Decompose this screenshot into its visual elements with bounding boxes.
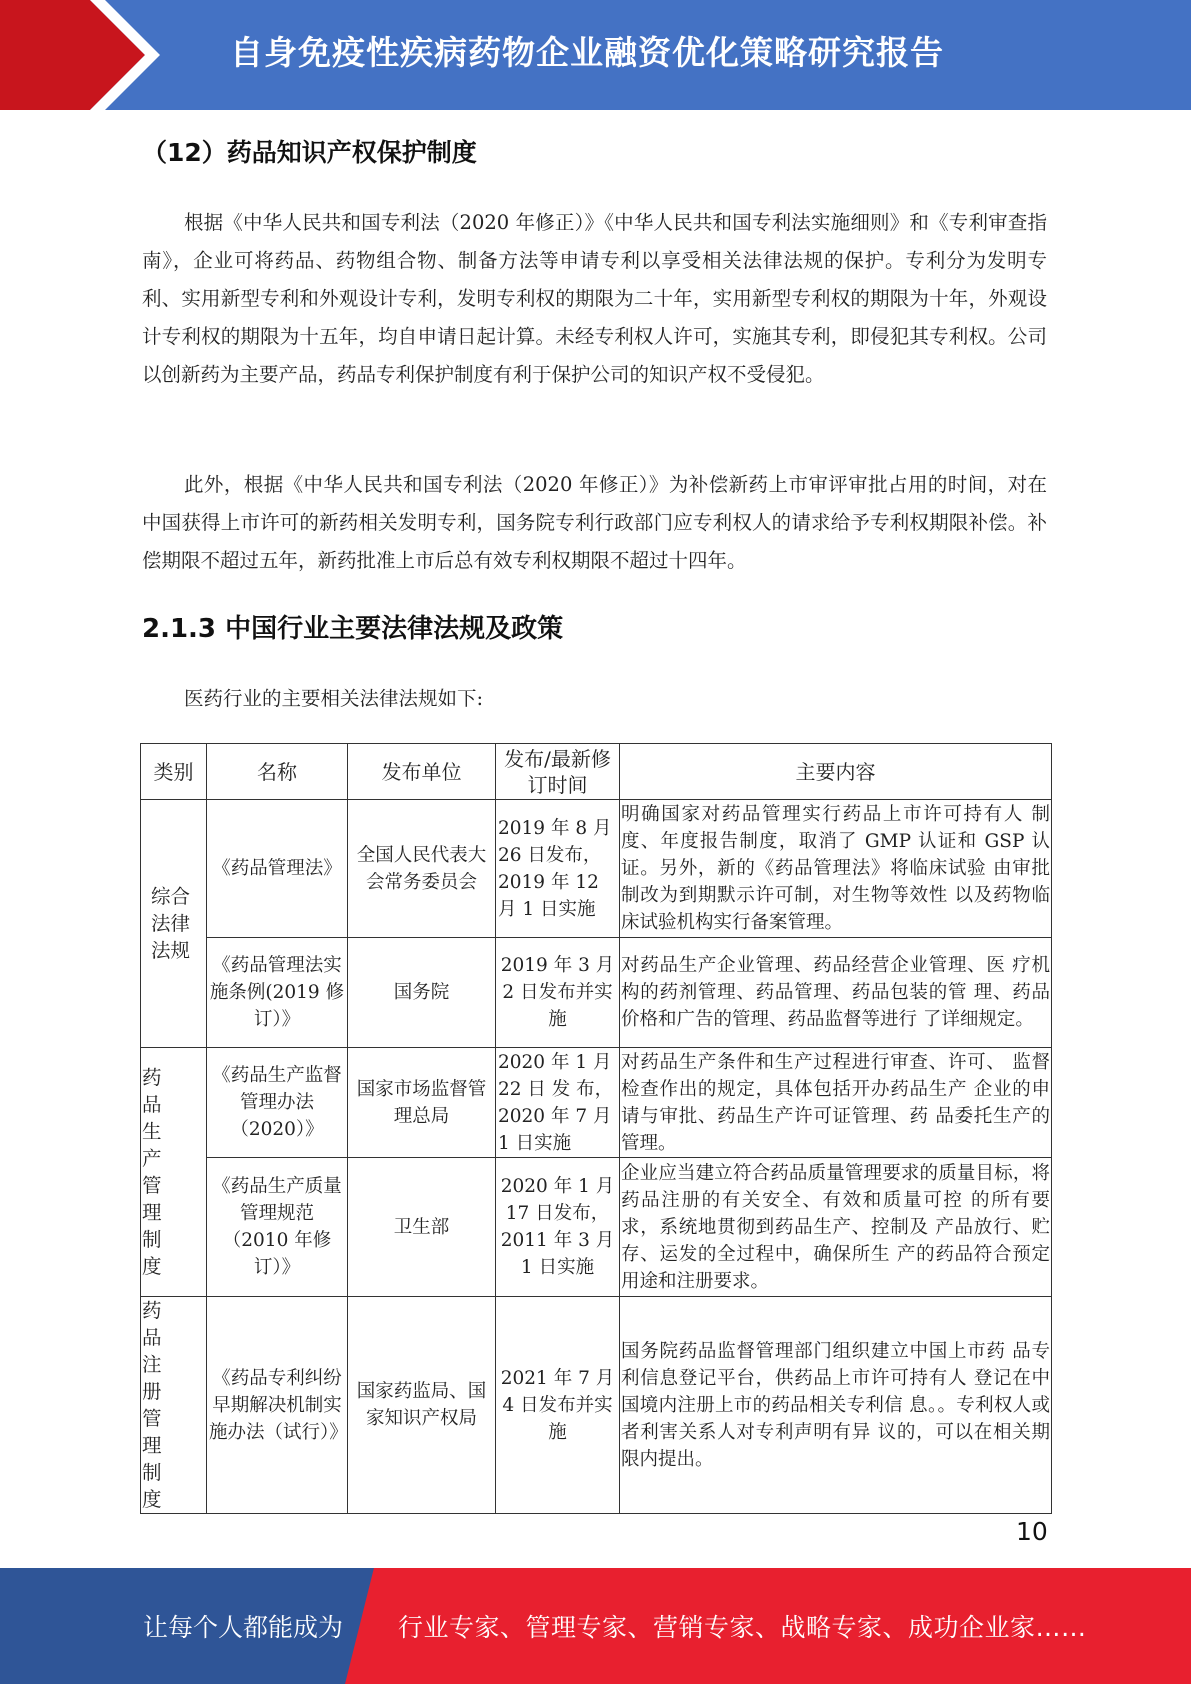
paragraph-patent-compensation: 此外，根据《中华人民共和国专利法（2020 年修正）》为补偿新药上市审评审批占用的时间，对在中国获得上市许可的新药相关发明专利，国务院专利行政部门应专利权人的请求给予专利权期限补偿。补偿期限不超过五年，新药批准上市后总有效专利权期限不超过十四年。 bbox=[142, 473, 1047, 572]
page-number: 10 bbox=[1016, 1517, 1048, 1546]
header-content: 主要内容 bbox=[620, 744, 1052, 800]
category-cell: 综合法律法规 bbox=[141, 800, 207, 1048]
table-intro: 医药行业的主要相关法律法规如下: bbox=[184, 687, 484, 710]
date-cell: 2020 年 1 月 22 日 发 布，2020 年 7 月 1 日实施 bbox=[496, 1048, 620, 1158]
content-cell: 明确国家对药品管理实行药品上市许可持有人 制度、年度报告制度，取消了 GMP 认证和 GSP 认证。另外，新的《药品管理法》将临床试验 由审批制改为到期默示许可制，对生物等效性 以及药物临床试验机构实行备案管理。 bbox=[620, 800, 1052, 938]
issuer-cell: 卫生部 bbox=[348, 1158, 496, 1297]
header-banner bbox=[0, 0, 1191, 110]
date-cell: 2019 年 3 月 2 日发布并实施 bbox=[496, 938, 620, 1048]
footer-banner bbox=[0, 1568, 1191, 1684]
paragraph-patent-law: 根据《中华人民共和国专利法（2020 年修正）》《中华人民共和国专利法实施细则》和《专利审查指南》，企业可将药品、药物组合物、制备方法等申请专利以享受相关法律法规的保护。专利分为发明专利、实用新型专利和外观设计专利，发明专利权的期限为二十年，实用新型专利权的期限为十年，外观设计专利权的期限为十五年，均自申请日起计算。未经专利权人许可，实施其专利，即侵犯其专利权。公司以创新药为主要产品，药品专利保护制度有利于保护公司的知识产权不受侵犯。 bbox=[142, 211, 1047, 386]
category-cell: 药品生产管理制度 bbox=[141, 1048, 207, 1297]
table-row bbox=[141, 800, 1052, 938]
regulations-table bbox=[140, 743, 1052, 1514]
header-date: 发布/最新修订时间 bbox=[496, 744, 620, 800]
header-name: 名称 bbox=[207, 744, 348, 800]
date-cell: 2021 年 7 月 4 日发布并实施 bbox=[496, 1297, 620, 1514]
header-chevron-shape bbox=[0, 0, 160, 110]
table-row bbox=[141, 938, 1052, 1048]
footer-slogan-left: 让每个人都能成为 bbox=[143, 1613, 344, 1642]
table-row bbox=[141, 1297, 1052, 1514]
law-name-cell: 《药品管理法实施条例(2019 修订）》 bbox=[207, 938, 348, 1048]
issuer-cell: 国务院 bbox=[348, 938, 496, 1048]
header-category: 类别 bbox=[141, 744, 207, 800]
subsection-heading: 2.1.3 中国行业主要法律法规及政策 bbox=[142, 614, 564, 644]
law-name-cell: 《药品专利纠纷早期解决机制实施办法（试行）》 bbox=[207, 1297, 348, 1514]
date-cell: 2019 年 8 月 26 日发布，2019 年 12 月 1 日实施 bbox=[496, 800, 620, 938]
issuer-cell: 国家药监局、国家知识产权局 bbox=[348, 1297, 496, 1514]
law-name-cell: 《药品管理法》 bbox=[207, 800, 348, 938]
law-name-cell: 《药品生产监督管理办法（2020）》 bbox=[207, 1048, 348, 1158]
content-cell: 对药品生产企业管理、药品经营企业管理、医 疗机构的药剂管理、药品管理、药品包装的管 理、药品价格和广告的管理、药品监督等进行 了详细规定。 bbox=[620, 938, 1052, 1048]
content-cell: 国务院药品监督管理部门组织建立中国上市药 品专利信息登记平台，供药品上市许可持有人 登记在中国境内注册上市的药品相关专利信 息。。专利权人或者利害关系人对专利声明有异 议的，可以在相关期限内提出。 bbox=[620, 1297, 1052, 1514]
table-header-row bbox=[141, 744, 1052, 800]
law-name-cell: 《药品生产质量管理规范（2010 年修订）》 bbox=[207, 1158, 348, 1297]
category-cell: 药品注册管理制度 bbox=[141, 1297, 207, 1514]
issuer-cell: 国家市场监督管理总局 bbox=[348, 1048, 496, 1158]
table-row bbox=[141, 1048, 1052, 1158]
table-row bbox=[141, 1158, 1052, 1297]
footer-slogan-right: 行业专家、管理专家、营销专家、战略专家、成功企业家…… bbox=[398, 1613, 1087, 1642]
section-heading: （12）药品知识产权保护制度 bbox=[142, 138, 477, 167]
content-cell: 对药品生产条件和生产过程进行审查、许可、 监督检查作出的规定，具体包括开办药品生产 企业的申请与审批、药品生产许可证管理、药 品委托生产的管理。 bbox=[620, 1048, 1052, 1158]
report-title: 自身免疫性疾病药物企业融资优化策略研究报告 bbox=[230, 33, 944, 72]
header-issuer: 发布单位 bbox=[348, 744, 496, 800]
content-cell: 企业应当建立符合药品质量管理要求的质量目标，将药品注册的有关安全、有效和质量可控 的所有要求，系统地贯彻到药品生产、控制及 产品放行、贮存、运发的全过程中，确保所生 产的药品符合预定用途和注册要求。 bbox=[620, 1158, 1052, 1297]
issuer-cell: 全国人民代表大会常务委员会 bbox=[348, 800, 496, 938]
date-cell: 2020 年 1 月 17 日发布，2011 年 3 月 1 日实施 bbox=[496, 1158, 620, 1297]
